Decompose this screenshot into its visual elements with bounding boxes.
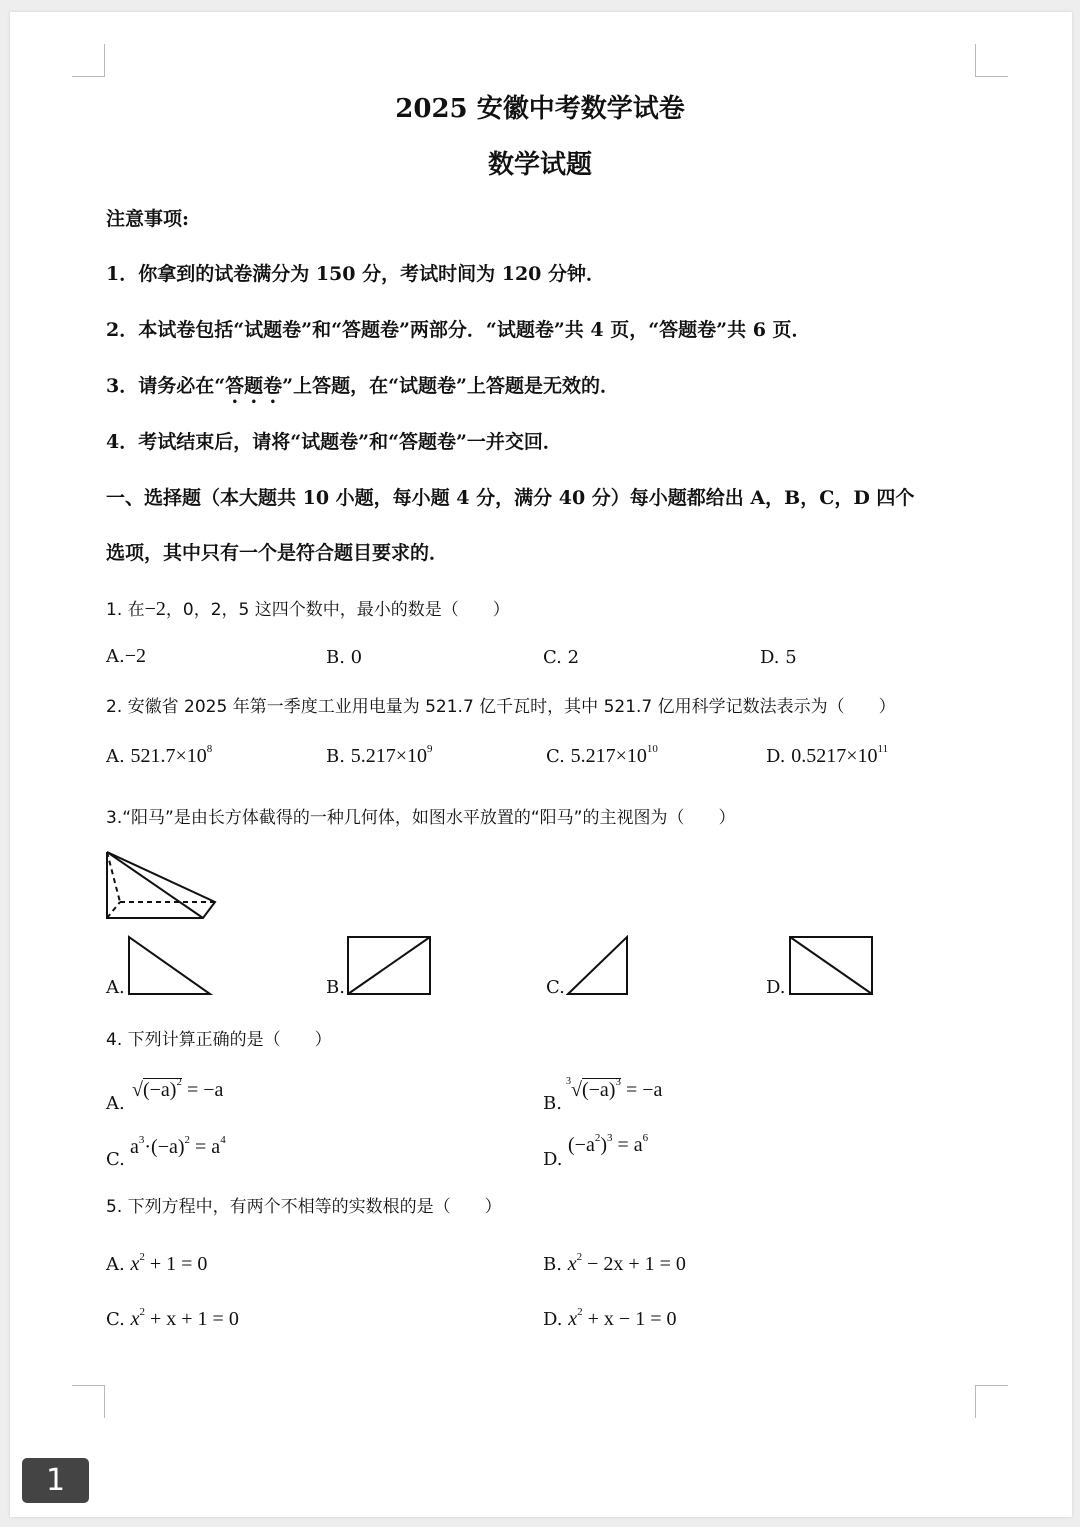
q5-option-c: C. $x^2 + x + 1 = 0$ [106,1306,239,1330]
question-1-stem: 1. 在−2，0，2，5 这四个数中，最小的数是（ ） [106,598,510,620]
q5-option-b: B. $x^2 - 2x + 1 = 0$ [543,1251,686,1275]
section-heading-line2: 选项，其中只有一个是符合题目要求的． [106,542,449,564]
q4-option-c-label: C. [106,1149,125,1170]
q1-number: −2 [144,598,166,620]
q1-option-a: A.−2 [106,645,147,667]
page-subtitle: 数学试题 [487,150,592,180]
q4-option-d: $(-a^2)^3 = a^6$ [568,1132,649,1156]
crop-mark-bottom-right [975,1385,1008,1418]
question-3-stem: 3.“阳马”是由长方体截得的一种几何体，如图水平放置的“阳马”的主视图为（ ） [106,808,736,828]
question-4-stem: 4. 下列计算正确的是（ ） [106,1030,332,1050]
notice-heading: 注意事项: [106,208,190,230]
page-title: 2025 安徽中考数学试卷 [395,94,685,124]
yangma-solid-figure [100,845,224,925]
q3-option-b-figure [346,935,432,997]
notice-item-4: 4．考试结束后，请将“试题卷”和“答题卷”一并交回． [106,431,562,453]
cube-root-icon: √ [571,1079,582,1101]
q4-option-b: $^3√(-a)^3 = -a$ [566,1076,663,1101]
crop-mark-bottom-left [72,1385,105,1418]
q2-option-c: C. $5.217\times 10^{10}$ [546,743,658,767]
q3-option-c-figure [566,935,630,997]
q3-option-b-label: B. [326,977,345,998]
q5-option-a: A. $x^2 + 1 = 0$ [106,1251,208,1275]
q2-option-a: A. $521.7\times 10^8$ [106,743,213,767]
q3-option-a-figure [127,935,213,997]
q4-option-a: $√(-a)^2 = -a$ [132,1076,224,1101]
q3-option-d-label: D. [766,977,786,998]
q4-option-d-label: D. [543,1149,563,1170]
question-5-stem: 5. 下列方程中，有两个不相等的实数根的是（ ） [106,1197,502,1217]
q2-option-b: B. $5.217\times 10^9$ [326,743,433,767]
section-heading-line1: 一、选择题（本大题共 10 小题，每小题 4 分，满分 40 分）每小题都给出 A，B，C，D 四个 [106,487,915,509]
page-number-badge[interactable]: 1 [22,1458,89,1503]
emphasis-text: 答题卷 [225,375,283,397]
q1-option-c: C. 2 [543,647,580,668]
question-2-stem: 2. 安徽省 2025 年第一季度工业用电量为 521.7 亿千瓦时，其中 521.7 亿用科学记数法表示为（ ） [106,697,896,717]
q5-option-d: D. $x^2 + x - 1 = 0$ [543,1306,677,1330]
q3-option-a-label: A. [106,977,125,998]
notice-item-1: 1．你拿到的试卷满分为 150 分，考试时间为 120 分钟． [106,263,606,285]
q2-option-d: D. $0.5217\times 10^{11}$ [766,743,889,767]
crop-mark-top-left [72,44,105,77]
q4-option-a-label: A. [106,1093,125,1114]
q4-option-b-label: B. [543,1093,562,1114]
crop-mark-top-right [975,44,1008,77]
notice-item-2: 2．本试卷包括“试题卷”和“答题卷”两部分．“试题卷”共 4 页，“答题卷”共 6 页． [106,319,811,341]
q4-option-c: $a^3\cdot(-a)^2 = a^4$ [130,1134,226,1158]
notice-item-3: 3．请务必在“答题卷”上答题，在“试题卷”上答题是无效的． [106,375,619,397]
q1-option-d: D. 5 [760,647,797,668]
q3-option-c-label: C. [546,977,565,998]
q3-option-d-figure [788,935,874,997]
sqrt-icon: √ [132,1079,143,1101]
q1-option-b: B. 0 [326,647,363,668]
